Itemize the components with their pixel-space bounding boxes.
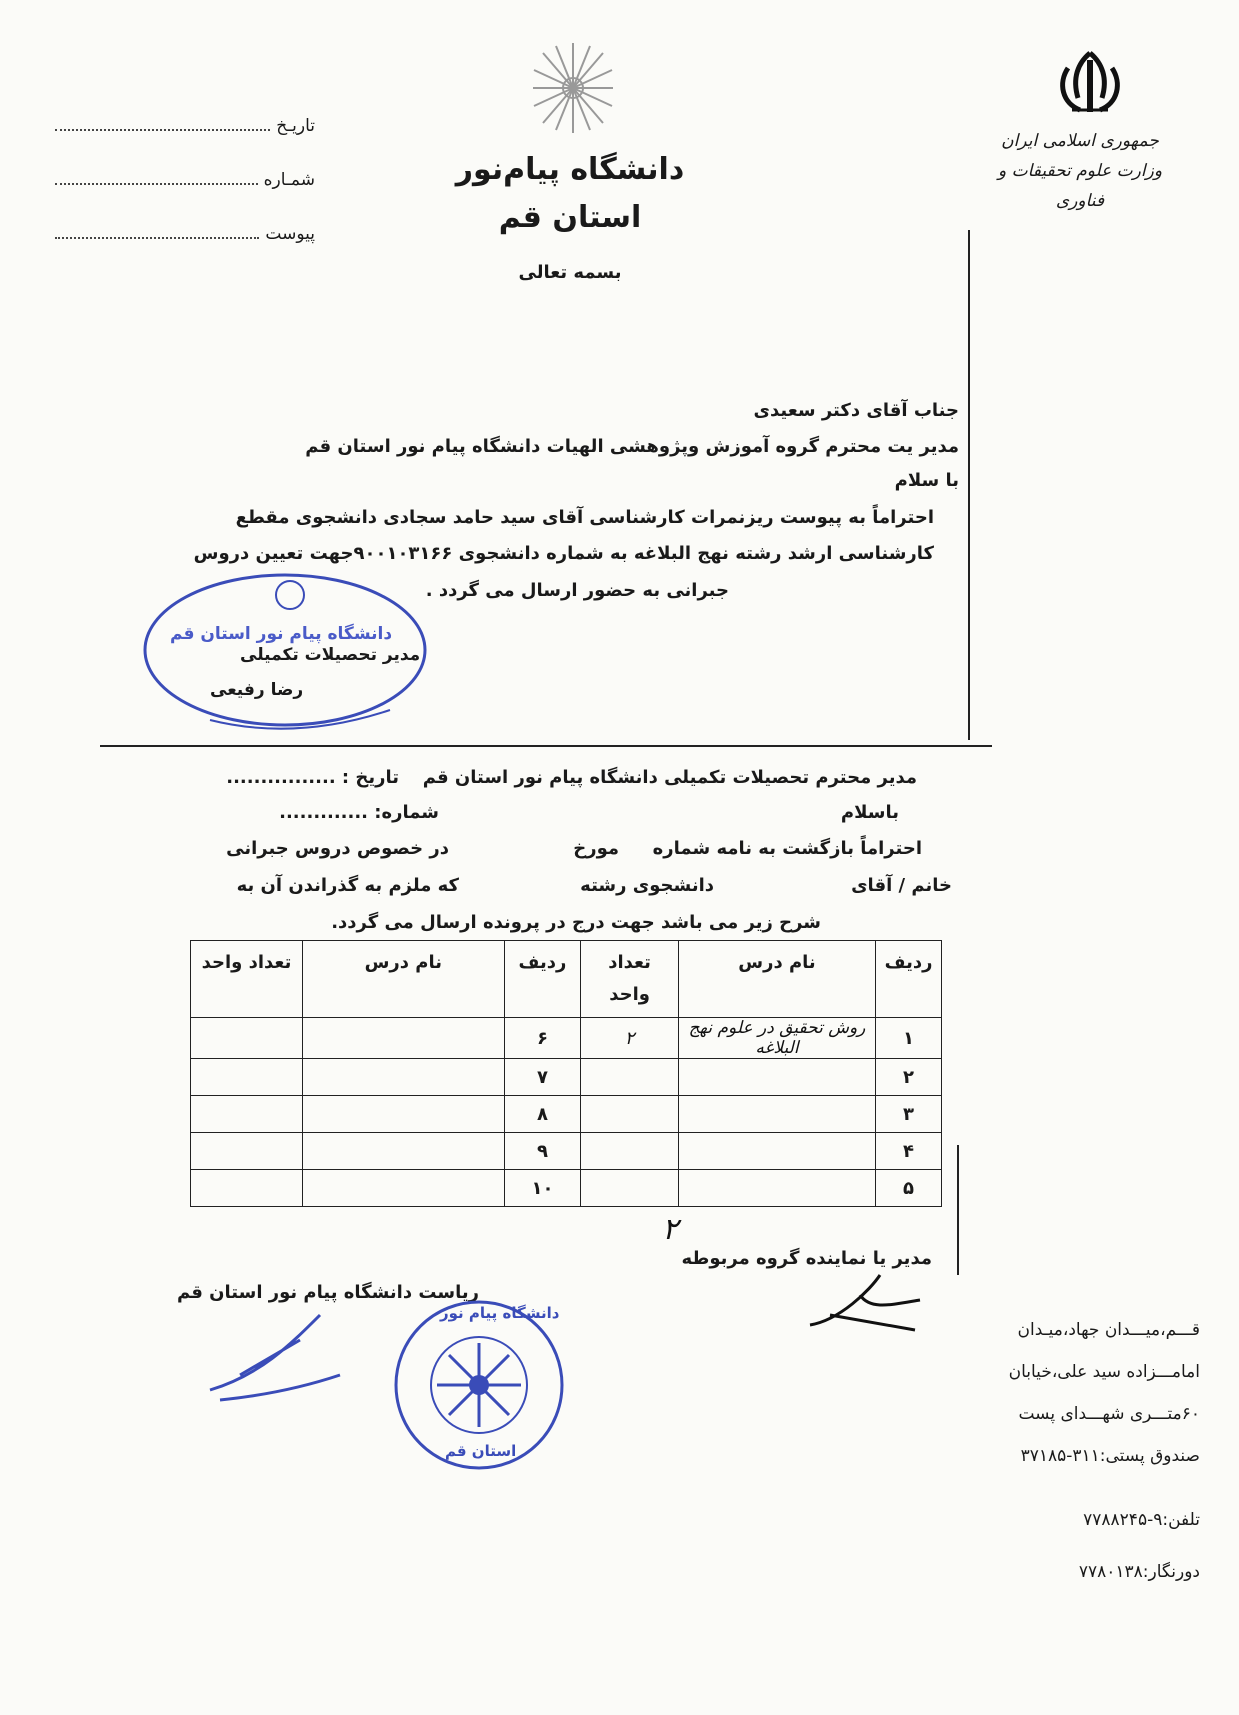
cell-index-2: ۹ <box>504 1133 581 1170</box>
date-label: تاریـخ <box>276 116 315 136</box>
cell-units <box>581 1133 679 1170</box>
cell-units-2 <box>191 1170 303 1207</box>
province-name: استان قم <box>498 200 642 235</box>
cell-index: ۲ <box>876 1059 942 1096</box>
col-header-course-name: نام درس <box>678 941 875 1018</box>
cell-index-2: ۷ <box>504 1059 581 1096</box>
address-line-3: ۶۰متـــری شهـــدای پست <box>1018 1404 1200 1424</box>
cell-units <box>581 1059 679 1096</box>
cell-course-name-2 <box>302 1096 504 1133</box>
cell-course-name <box>678 1133 875 1170</box>
university-name: دانشگاه پیام‌نور <box>455 152 685 187</box>
table-header-row <box>191 941 942 1018</box>
address-line-4: صندوق پستی:۳۱۱-۳۷۱۸۵ <box>1020 1446 1200 1466</box>
col-header-course-name-2: نام درس <box>302 941 504 1018</box>
reply-title: مدیر محترم تحصیلات تکمیلی دانشگاه پیام نور استان قم <box>422 767 917 788</box>
cell-index: ۴ <box>876 1133 942 1170</box>
ministry-line: وزارت علوم تحقیقات و فناوری <box>997 161 1163 211</box>
letter-body-line1: احتراماً به پیوست ریزنمرات کارشناسی آقای سید حامد سجادی دانشجوی مقطع <box>235 507 934 528</box>
reply-line3: شرح زیر می باشد جهت درج در پرونده ارسال می گردد. <box>331 912 821 933</box>
group-manager-signature-icon <box>800 1270 930 1340</box>
cell-units-2 <box>191 1059 303 1096</box>
cell-course-name <box>678 1096 875 1133</box>
handwritten-total: ۲ <box>662 1212 679 1247</box>
stamp-text: دانشگاه پیام نور استان قم <box>170 624 393 644</box>
cell-index-2: ۶ <box>504 1018 581 1059</box>
col-header-units: تعداد واحد <box>581 941 679 1018</box>
table-row <box>191 1170 942 1207</box>
cell-index-2: ۸ <box>504 1096 581 1133</box>
col-header-index-2: ردیف <box>504 941 581 1018</box>
cell-units-2 <box>191 1133 303 1170</box>
cell-index-2: ۱۰ <box>504 1170 581 1207</box>
presidency-label: ریاست دانشگاه پیام نور استان قم <box>176 1282 479 1303</box>
reply-number: شماره: ............. <box>279 802 439 823</box>
presidency-signature-icon <box>200 1305 350 1405</box>
cell-units <box>581 1096 679 1133</box>
cell-index: ۱ <box>876 1018 942 1059</box>
cell-index: ۵ <box>876 1170 942 1207</box>
reply-date: تاریخ : ................ <box>226 767 399 788</box>
reply-line2-a: خانم / آقای <box>851 875 952 896</box>
cell-units-2 <box>191 1096 303 1133</box>
cell-course-name <box>678 1170 875 1207</box>
letter-body-line2: کارشناسی ارشد رشته نهج البلاغه به شماره دانشجوی ۹۰۰۱۰۳۱۶۶جهت تعیین دروس <box>193 543 934 564</box>
reply-line2-c: که ملزم به گذراندن آن به <box>236 875 459 896</box>
courses-table <box>190 940 942 1207</box>
payame-noor-logo-icon <box>528 38 618 138</box>
seal-text-top: دانشگاه پیام نور <box>440 1304 560 1322</box>
margin-divider <box>968 230 970 740</box>
letter-body-line3: جبرانی به حضور ارسال می گردد . <box>425 580 729 601</box>
reply-line2-b: دانشجوی رشته <box>580 875 714 896</box>
signer-title: مدیر تحصیلات تکمیلی <box>240 645 421 665</box>
footer-divider <box>957 1145 959 1275</box>
seal-text-bottom: استان قم <box>445 1442 517 1460</box>
reply-line1-c: در خصوص دروس جبرانی <box>226 838 449 859</box>
cell-course-name-2 <box>302 1059 504 1096</box>
cell-index: ۳ <box>876 1096 942 1133</box>
attachment-label: پیوست <box>265 224 315 244</box>
letter-addressee: جناب آقای دکتر سعیدی <box>753 400 959 421</box>
reply-line1-a: احتراماً بازگشت به نامه شماره <box>652 838 922 859</box>
table-row <box>191 1133 942 1170</box>
number-label: شمـاره <box>263 170 315 190</box>
cell-units: ۲ <box>581 1018 679 1059</box>
country-line: جمهوری اسلامی ایران <box>1001 131 1159 151</box>
letter-addressee-title: مدیر یت محترم گروه آموزش وپژوهشی الهیات دانشگاه پیام نور استان قم <box>305 436 959 457</box>
iran-emblem-icon <box>1050 48 1130 118</box>
section-divider <box>100 745 992 747</box>
reply-line1-b: مورخ <box>573 838 619 859</box>
cell-course-name-2 <box>302 1170 504 1207</box>
besmeh: بسمه تعالی <box>518 262 622 283</box>
group-manager-label: مدیر یا نماینده گروه مربوطه <box>681 1248 932 1269</box>
cell-units <box>581 1170 679 1207</box>
signer-name: رضا رفیعی <box>210 680 304 700</box>
cell-units-2 <box>191 1018 303 1059</box>
number-field <box>55 170 315 190</box>
ministry-header <box>980 126 1180 216</box>
date-field <box>55 116 315 136</box>
table-row <box>191 1096 942 1133</box>
cell-course-name-2 <box>302 1018 504 1059</box>
table-row <box>191 1059 942 1096</box>
attachment-field <box>55 224 315 244</box>
address-phone: تلفن:۹-۷۷۸۸۲۴۵ <box>1083 1510 1200 1530</box>
address-fax: دورنگار:۷۷۸۰۱۳۸ <box>1078 1562 1200 1582</box>
col-header-units-2: تعداد واحد <box>191 941 303 1018</box>
address-line-2: امامـــزاده سید علی،خیابان <box>1008 1362 1200 1382</box>
cell-course-name: روش تحقیق در علوم نهج البلاغه <box>678 1018 875 1059</box>
col-header-index: ردیف <box>876 941 942 1018</box>
reply-greeting: باسلام <box>840 802 899 823</box>
cell-course-name <box>678 1059 875 1096</box>
letter-greeting: با سلام <box>894 470 959 491</box>
cell-course-name-2 <box>302 1133 504 1170</box>
table-row <box>191 1018 942 1059</box>
address-line-1: قـــم،میـــدان جهاد،میـدان <box>1017 1320 1200 1340</box>
